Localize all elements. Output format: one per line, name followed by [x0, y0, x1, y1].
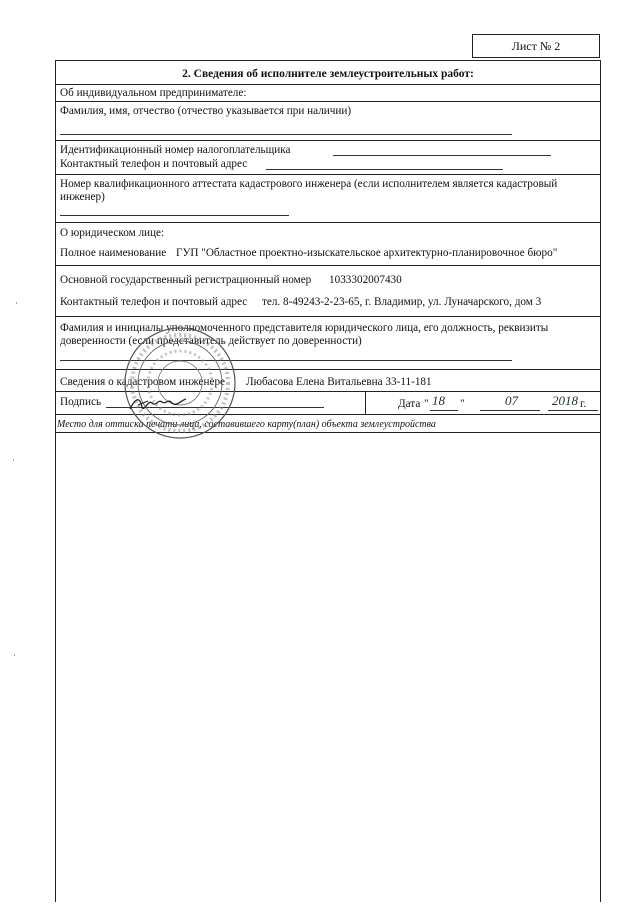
- engineer-value: Любасова Елена Витальевна 33-11-181: [246, 376, 432, 388]
- legal-heading: О юридическом лице:: [60, 227, 165, 239]
- ogrn-label: Основной государственный регистрационный номер: [60, 274, 312, 286]
- seal-stamp: [122, 325, 238, 441]
- stamp-place-note: Место для оттиска печати лица, составившего карту(план) объекта землеустройства: [57, 419, 436, 430]
- individual-contact-label: Контактный телефон и почтовый адрес: [60, 158, 248, 170]
- legal-name-label: Полное наименование: [60, 247, 167, 259]
- cert-line: [60, 215, 289, 216]
- inn-label: Идентификационный номер налогоплательщика: [60, 144, 291, 156]
- date-year: 2018: [552, 393, 578, 408]
- month-line: [480, 410, 540, 411]
- scan-speck: ·: [13, 650, 16, 660]
- legal-name-value: ГУП "Областное проектно-изыскательское архитектурно-планировочное бюро": [176, 247, 558, 259]
- ogrn-value: 1033302007430: [329, 274, 402, 286]
- rep-label: Фамилия и инициалы уполномоченного представителя юридического лица, его должность, реквизиты доверенности (если представитель действует по доверенности): [60, 322, 549, 347]
- rule-cert: [55, 222, 601, 223]
- date-label: Дата: [398, 398, 421, 410]
- section-title: 2. Сведения об исполнителе землеустроительных работ:: [182, 68, 474, 80]
- legal-contact-value: тел. 8-49243-2-23-65, г. Владимир, ул. Луначарского, дом 3: [262, 296, 542, 308]
- fio-label: Фамилия, имя, отчество (отчество указывается при наличии): [60, 105, 352, 117]
- day-line: [430, 410, 458, 411]
- scan-speck: ·: [15, 298, 18, 308]
- fio-line: [60, 134, 512, 135]
- rule-individual-heading: [55, 101, 601, 102]
- date-day: 18: [432, 393, 445, 408]
- year-line: [548, 410, 598, 411]
- scan-speck: ·: [12, 455, 15, 465]
- date-quote-open: ": [424, 398, 429, 410]
- signature-divider: [365, 391, 366, 414]
- inn-line: [333, 155, 551, 156]
- signature-label: Подпись: [60, 396, 102, 408]
- rule-contact: [55, 174, 601, 175]
- individual-heading: Об индивидуальном предпринимателе:: [60, 87, 247, 99]
- cert-label: Номер квалификационного аттестата кадастрового инженера (если исполнителем является кадастровый инженер): [60, 178, 558, 203]
- sheet-number: Лист № 2: [511, 38, 561, 53]
- date-quote-close: ": [460, 398, 465, 410]
- sheet-number-box: [472, 34, 600, 58]
- rule-legal-contact: [55, 316, 601, 317]
- rule-legal-name: [55, 265, 601, 266]
- engineer-label: Сведения о кадастровом инженере: [60, 376, 226, 388]
- legal-contact-label: Контактный телефон и почтовый адрес: [60, 296, 248, 308]
- rule-title: [55, 84, 601, 85]
- date-year-suffix: г.: [580, 398, 587, 410]
- individual-contact-line: [266, 169, 503, 170]
- rule-top: [55, 60, 601, 61]
- handwritten-signature: [128, 393, 190, 415]
- rule-fio: [55, 140, 601, 141]
- date-month: 07: [505, 393, 518, 408]
